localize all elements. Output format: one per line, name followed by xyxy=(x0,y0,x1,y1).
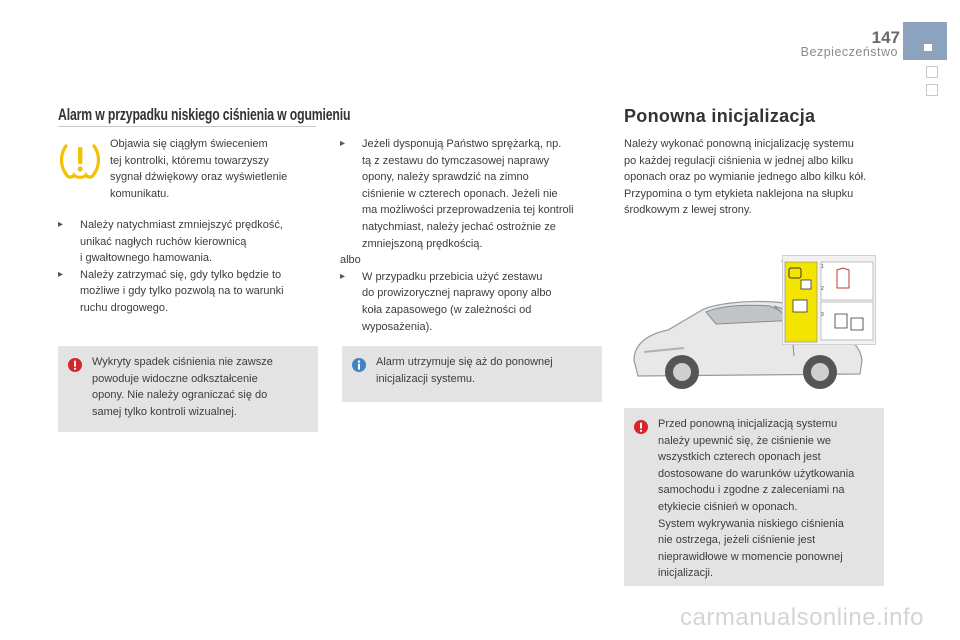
text-line: etykiecie ciśnień w oponach. xyxy=(658,500,798,513)
label-step-number: 1 xyxy=(821,264,824,270)
note-text xyxy=(658,416,854,582)
list-item xyxy=(58,267,320,317)
text-line: W przypadku przebicia użyć zestawu xyxy=(362,270,543,283)
text-line: dostosowane do warunków użytkowania xyxy=(658,467,855,480)
bullet-arrow-icon: ▸ xyxy=(58,219,64,230)
text-line: ruchu drogowego. xyxy=(80,301,169,314)
text-line: samochodu i zgodne z zaleceniami na xyxy=(658,484,845,497)
text-line: koła zapasowego (w zależności od xyxy=(362,303,532,316)
text-line: unikać nagłych ruchów kierownicą xyxy=(80,235,247,248)
middle-bullet-list-1 xyxy=(340,136,602,252)
label-graphic xyxy=(783,256,875,344)
text-line: nieprawidłowe w momencie ponownej xyxy=(658,550,843,563)
reinitialization-text xyxy=(624,136,886,219)
list-item xyxy=(340,269,602,335)
text-line: Przypomina o tym etykieta naklejona na słupku xyxy=(624,187,854,200)
left-heading: Alarm w przypadku niskiego ciśnienia w ogumieniu xyxy=(58,105,351,124)
text-line: Przed ponowną inicjalizacją systemu xyxy=(658,418,838,430)
bullet-arrow-icon: ▸ xyxy=(58,268,64,280)
chapter-tab-empty-2 xyxy=(926,84,938,96)
text-line: opony, należy sprawdzić na zimno xyxy=(362,171,529,184)
info-icon xyxy=(352,358,366,372)
text-line: inicjalizacji systemu. xyxy=(376,372,476,385)
text-line: oponach oraz po wymianie jednego albo kilku kół. xyxy=(624,171,867,184)
text-line: środkowym z lewej strony. xyxy=(624,204,752,217)
left-bullet-list xyxy=(58,217,320,317)
text-line: powoduje widoczne odkształcenie xyxy=(92,372,258,385)
text-line: opony. Nie należy ograniczać się do xyxy=(92,389,268,402)
text-line: Wykryty spadek ciśnienia nie zawsze xyxy=(92,356,273,368)
text-line: tej kontrolki, któremu towarzyszy xyxy=(110,154,269,167)
list-item xyxy=(58,217,320,267)
chapter-tab xyxy=(903,22,947,60)
section-title: Bezpieczeństwo xyxy=(800,45,898,59)
text-line: wyposażenia). xyxy=(362,320,433,333)
warning-note-box xyxy=(624,408,884,586)
text-line: inicjalizacji. xyxy=(658,567,714,580)
bullet-arrow-icon: ▸ xyxy=(340,270,346,282)
text-line: samej tylko kontroli wizualnej. xyxy=(92,405,237,418)
text-line: Jeżeli dysponują Państwo sprężarką, np. xyxy=(362,138,562,150)
text-line: należy upewnić się, że ciśnienie we xyxy=(658,434,832,447)
info-note-box xyxy=(342,346,602,402)
text-line: ma możliwości przeprowadzenia tej kontroli xyxy=(362,204,574,217)
warning-note-box xyxy=(58,346,318,432)
text-line: ciśnienie w czterech oponach. Jeżeli nie xyxy=(362,187,558,200)
text-line: Objawia się ciągłym świeceniem xyxy=(110,138,268,150)
bullet-arrow-icon: ▸ xyxy=(340,138,346,149)
note-text xyxy=(92,354,273,420)
text-line: po każdej regulacji ciśnienia w jednej albo kilku xyxy=(624,154,854,167)
middle-bullet-list-2 xyxy=(340,269,602,335)
text-line: natychmiast, należy jechać ostrożnie ze xyxy=(362,220,556,233)
text-line: tą z zestawu do tymczasowej naprawy xyxy=(362,154,550,167)
text-line: do prowizorycznej naprawy opony albo xyxy=(362,287,552,300)
text-line: wszystkich czterech oponach jest xyxy=(658,451,821,464)
tyre-pressure-warning-icon xyxy=(58,140,102,180)
label-step-number: 3 xyxy=(821,312,824,318)
chapter-tab-empty-1 xyxy=(926,66,938,78)
chapter-tab-marker xyxy=(924,44,932,51)
list-item xyxy=(340,136,602,252)
albo-separator: albo xyxy=(340,254,361,267)
text-line: zmniejszoną prędkością. xyxy=(362,237,483,250)
note-text xyxy=(376,354,553,387)
text-line: Należy natychmiast zmniejszyć prędkość, xyxy=(80,219,283,231)
text-line: i gwałtownego hamowania. xyxy=(80,252,213,265)
right-heading: Ponowna inicjalizacja xyxy=(624,106,816,126)
text-line: System wykrywania niskiego ciśnienia xyxy=(658,517,844,530)
page-number: 147 xyxy=(871,28,900,47)
watermark: carmanualsonline.info xyxy=(680,604,924,631)
text-line: Należy wykonać ponowną inicjalizację systemu xyxy=(624,138,854,150)
text-line: Alarm utrzymuje się aż do ponownej xyxy=(376,356,553,368)
text-line: sygnał dźwiękowy oraz wyświetlenie xyxy=(110,171,288,184)
text-line: komunikatu. xyxy=(110,187,170,200)
exclamation-icon xyxy=(634,420,648,434)
text-line: możliwe i gdy tylko pozwolą na to warunki xyxy=(80,285,284,298)
middle-column xyxy=(340,136,602,335)
label-step-number: 2 xyxy=(821,286,824,292)
tyre-pressure-label xyxy=(782,255,876,345)
text-line: nie ostrzega, jeżeli ciśnienie jest xyxy=(658,534,816,547)
text-line: Należy zatrzymać się, gdy tylko będzie to xyxy=(80,268,282,281)
warning-intro-text xyxy=(110,136,320,202)
heading-underline xyxy=(58,126,316,127)
exclamation-icon xyxy=(68,358,82,372)
